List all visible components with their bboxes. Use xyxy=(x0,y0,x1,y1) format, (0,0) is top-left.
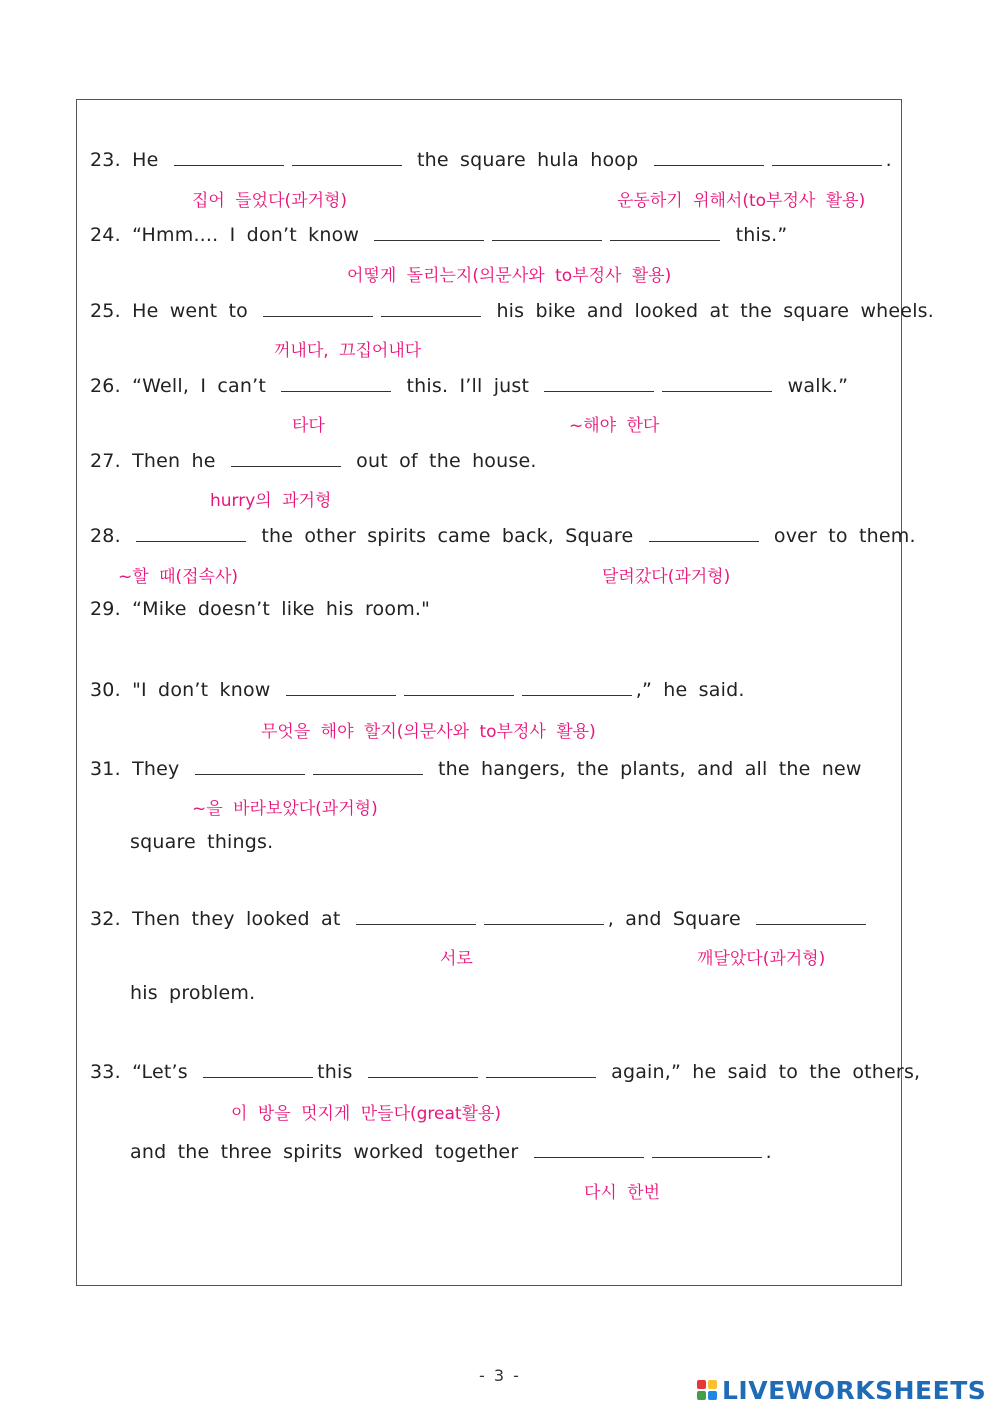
hint-text: 꺼내다, 끄집어내다 xyxy=(274,341,422,361)
hint-text: 운동하기 위해서(to부정사 활용) xyxy=(617,191,866,211)
hint-text: 이 방을 멋지게 만들다(great활용) xyxy=(231,1104,502,1124)
answer-blank[interactable] xyxy=(286,677,396,696)
answer-blank[interactable] xyxy=(203,1059,313,1078)
answer-blank[interactable] xyxy=(772,147,882,166)
hint-text: 깨달았다(과거형) xyxy=(697,949,826,969)
answer-blank[interactable] xyxy=(610,222,720,241)
question-23: 23. He the square hula hoop . xyxy=(90,149,892,171)
brand-name: LIVEWORKSHEETS xyxy=(722,1375,987,1405)
hint-text: 서로 xyxy=(440,949,473,969)
answer-blank[interactable] xyxy=(292,147,402,166)
answer-blank[interactable] xyxy=(174,147,284,166)
question-28: 28. the other spirits came back, Square over to them. xyxy=(90,525,916,547)
answer-blank[interactable] xyxy=(263,298,373,317)
question-26: 26. “Well, I can’t this. I’ll just walk.” xyxy=(90,375,849,397)
answer-blank[interactable] xyxy=(313,756,423,775)
question-24: 24. “Hmm.... I don’t know this.” xyxy=(90,224,788,246)
answer-blank[interactable] xyxy=(231,448,341,467)
answer-blank[interactable] xyxy=(652,1139,762,1158)
hint-text: 다시 한번 xyxy=(584,1183,661,1203)
continuation-text: and the three spirits worked together . xyxy=(130,1141,772,1163)
question-32: 32. Then they looked at , and Square xyxy=(90,906,870,930)
answer-blank[interactable] xyxy=(356,906,476,925)
answer-blank[interactable] xyxy=(381,298,481,317)
answer-blank[interactable] xyxy=(662,373,772,392)
answer-blank[interactable] xyxy=(404,677,514,696)
page-number: - 3 - xyxy=(479,1366,521,1385)
hint-text: 타다 xyxy=(292,416,325,436)
question-25: 25. He went to his bike and looked at the square wheels. xyxy=(90,300,935,322)
question-30: 30. "I don’t know ,” he said. xyxy=(90,679,745,701)
answer-blank[interactable] xyxy=(544,373,654,392)
hint-text: ~할 때(접속사) xyxy=(118,567,239,587)
hint-text: ~을 바라보았다(과거형) xyxy=(192,799,378,819)
answer-blank[interactable] xyxy=(492,222,602,241)
hint-text: 달려갔다(과거형) xyxy=(602,567,731,587)
answer-blank[interactable] xyxy=(484,906,604,925)
answer-blank[interactable] xyxy=(522,677,632,696)
question-31: 31. They the hangers, the plants, and all the new xyxy=(90,758,862,780)
answer-blank[interactable] xyxy=(136,523,246,542)
question-33: 33. “Let’s this again,” he said to the others, xyxy=(90,1061,921,1083)
hint-text: 집어 들었다(과거형) xyxy=(192,191,348,211)
continuation-text: square things. xyxy=(130,831,274,853)
answer-blank[interactable] xyxy=(654,147,764,166)
answer-blank[interactable] xyxy=(368,1059,478,1078)
hint-text: ~해야 한다 xyxy=(569,416,660,436)
hint-text: hurry의 과거형 xyxy=(210,491,332,511)
answer-blank[interactable] xyxy=(486,1059,596,1078)
answer-blank[interactable] xyxy=(281,373,391,392)
answer-blank[interactable] xyxy=(649,523,759,542)
answer-blank[interactable] xyxy=(195,756,305,775)
hint-text: 무엇을 해야 할지(의문사와 to부정사 활용) xyxy=(261,722,596,742)
question-29: 29. “Mike doesn’t like his room." xyxy=(90,598,431,620)
answer-blank[interactable] xyxy=(756,906,866,925)
answer-blank[interactable] xyxy=(534,1139,644,1158)
hint-text: 어떻게 돌리는지(의문사와 to부정사 활용) xyxy=(347,266,672,286)
liveworksheets-logo[interactable] xyxy=(697,1374,986,1406)
continuation-text: his problem. xyxy=(130,982,256,1004)
logo-icon xyxy=(697,1380,717,1400)
question-27: 27. Then he out of the house. xyxy=(90,450,537,472)
answer-blank[interactable] xyxy=(374,222,484,241)
